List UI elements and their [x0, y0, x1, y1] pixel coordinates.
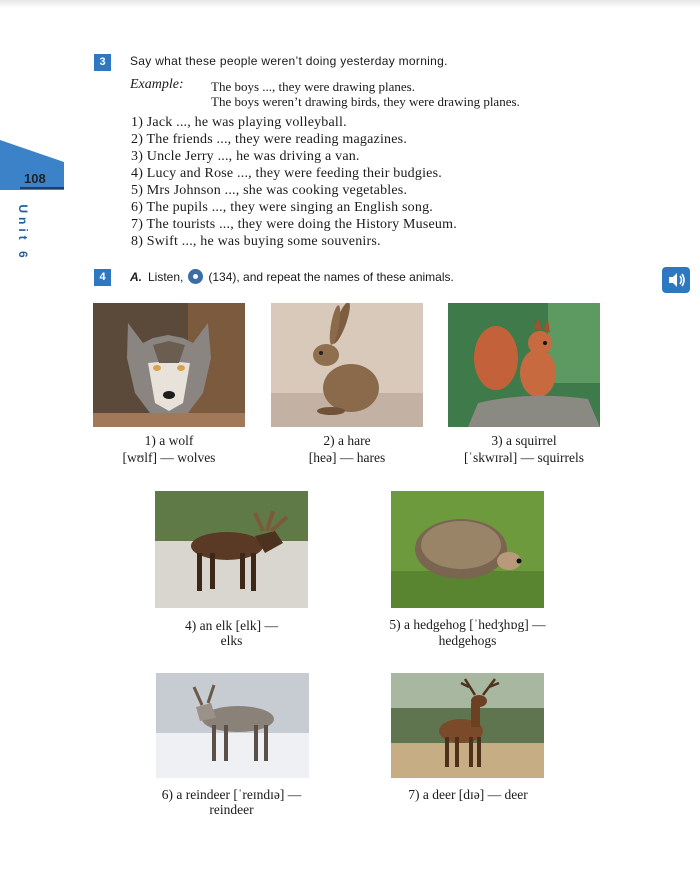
exercise-3-badge: 3 [94, 54, 111, 71]
caption-hedgehog: 5) a hedgehog [ˈhedʒhɒg] — [389, 617, 546, 632]
caption-squirrel-transcription: [ˈskwɪrəl] — squirrels [464, 450, 584, 465]
caption-reindeer-plural: reindeer [209, 802, 254, 817]
caption-wolf-transcription: [wʊlf] — wolves [122, 450, 216, 465]
exercise-3-sentences [131, 114, 457, 250]
cd-icon [188, 269, 203, 284]
sentence: 6) The pupils ..., they were singing an English song. [131, 200, 433, 215]
sentence: 5) Mrs Johnson ..., she was cooking vegetables. [131, 183, 408, 198]
page-number: 108 [24, 171, 46, 186]
sentence: 3) Uncle Jerry ..., he was driving a van. [131, 149, 360, 164]
sentence: 7) The tourists ..., they were doing the History Museum. [131, 217, 457, 232]
caption-hedgehog-plural: hedgehogs [438, 633, 497, 648]
caption-hare: 2) a hare [323, 433, 371, 448]
track-text: (134), and repeat the names of these animals. [208, 269, 454, 284]
elk-photo [155, 491, 308, 608]
caption-deer: 7) a deer [dɪə] — deer [408, 787, 528, 802]
caption-elk: 4) an elk [elk] — [185, 618, 278, 633]
caption-squirrel: 3) a squirrel [491, 433, 557, 448]
caption-hare-transcription: [heə] — hares [308, 450, 386, 465]
listen-text: Listen, [148, 269, 184, 284]
exercise-4-badge: 4 [94, 269, 111, 286]
speaker-icon [662, 267, 690, 293]
sentence: 8) Swift ..., he was buying some souvenirs. [131, 234, 381, 249]
hare-photo [271, 303, 423, 427]
part-label: A. [130, 269, 142, 284]
deer-photo [391, 673, 544, 778]
example-line-2: The boys weren’t drawing birds, they were drawing planes. [211, 94, 520, 109]
reindeer-photo [156, 673, 309, 778]
caption-wolf: 1) a wolf [144, 433, 194, 448]
caption-reindeer: 6) a reindeer [ˈreɪndɪə] — [161, 787, 302, 802]
exercise-4-instruction [130, 269, 454, 284]
unit-label: Unit 6 [16, 204, 30, 262]
sentence: 2) The friends ..., they were reading magazines. [131, 132, 408, 147]
sentence: 4) Lucy and Rose ..., they were feeding their budgies. [131, 166, 442, 181]
example-label: Example: [130, 77, 184, 92]
exercise-3-instruction: Say what these people weren’t doing yesterday morning. [130, 54, 448, 68]
hedgehog-photo [391, 491, 544, 608]
example-line-1: The boys ..., they were drawing planes. [211, 79, 415, 94]
sentence: 1) Jack ..., he was playing volleyball. [131, 115, 347, 130]
top-shadow [0, 0, 700, 8]
caption-elk-plural: elks [220, 633, 243, 648]
squirrel-photo [448, 303, 600, 427]
audio-play-button[interactable] [662, 267, 690, 293]
wolf-photo [93, 303, 245, 427]
